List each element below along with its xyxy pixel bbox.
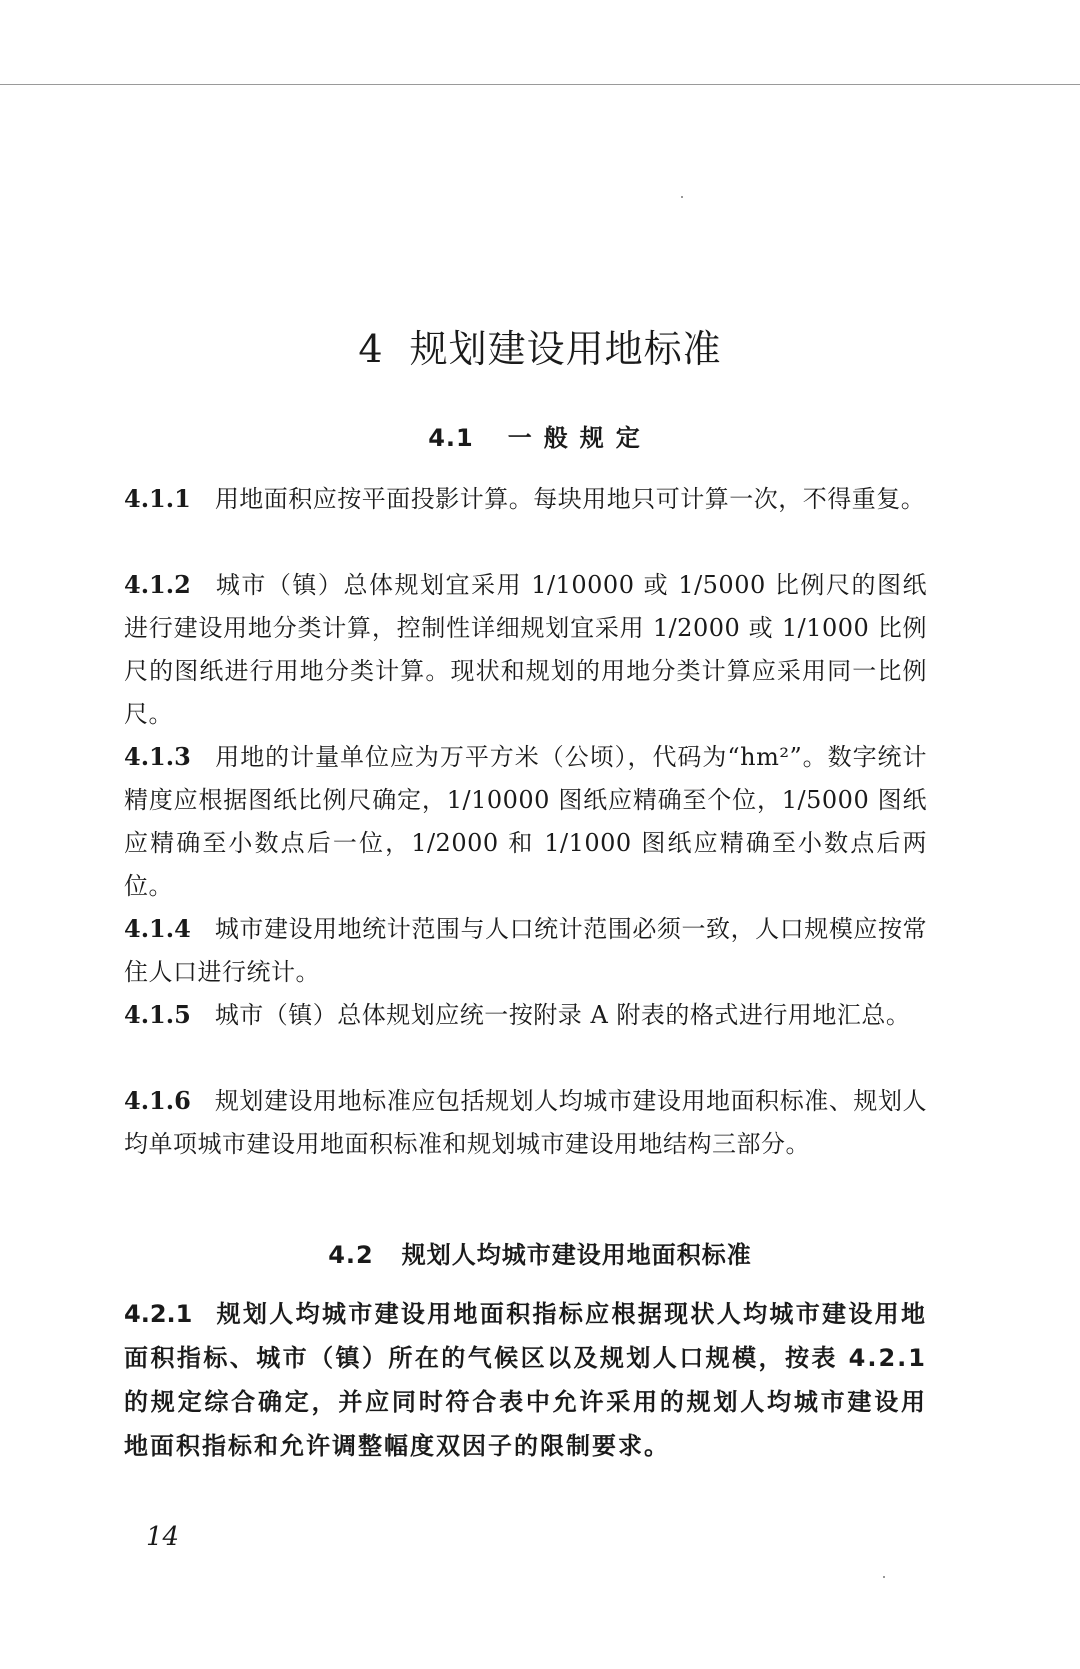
clause-number: 4.2.1 [124,1300,193,1328]
section-title-text: 一般规定 [507,424,652,452]
chapter-title [0,318,1080,373]
page-number: 14 [146,1522,180,1552]
section-title-text: 规划人均城市建设用地面积标准 [401,1241,752,1269]
clause-4-1-4 [124,907,927,994]
clause-text: 用地面积应按平面投影计算。每块用地只可计算一次，不得重复。 [214,485,926,513]
section-heading-4-1 [0,418,1080,453]
clause-text: 城市（镇）总体规划应统一按附录 A 附表的格式进行用地汇总。 [214,1001,911,1029]
clause-text: 城市建设用地统计范围与人口统计范围必须一致，人口规模应按常住人口进行统计。 [124,915,927,986]
clause-number: 4.1.5 [124,1000,191,1029]
clause-4-1-3 [124,735,927,908]
clause-number: 4.1.2 [124,570,191,599]
clause-4-1-5 [124,993,927,1037]
clause-text: 城市（镇）总体规划宜采用 1/10000 或 1/5000 比例尺的图纸进行建设用地分类计算，控制性详细规划宜采用 1/2000 或 1/1000 比例尺的图纸进行用地分类计算。现状和规划的用地分类计算应采用同一比例尺。 [124,571,927,728]
clause-number: 4.1.4 [124,914,191,943]
clause-number: 4.1.6 [124,1086,191,1115]
clause-4-1-6 [124,1079,927,1166]
chapter-number: 4 [358,327,384,371]
scan-speck [883,1576,885,1578]
top-rule [0,84,1080,85]
section-number: 4.2 [328,1241,374,1269]
clause-number: 4.1.1 [124,484,191,513]
clause-4-1-2 [124,563,927,736]
clause-text: 规划人均城市建设用地面积指标应根据现状人均城市建设用地面积指标、城市（镇）所在的气候区以及规划人口规模，按表 4.2.1 的规定综合确定，并应同时符合表中允许采用的规划人均城市建设用地面积指标和允许调整幅度双因子的限制要求。 [124,1300,927,1460]
clause-text: 用地的计量单位应为万平方米（公顷），代码为“hm²”。数字统计精度应根据图纸比例尺确定，1/10000 图纸应精确至个位，1/5000 图纸应精确至小数点后一位，1/2000 和 1/1000 图纸应精确至小数点后两位。 [124,743,927,900]
clause-number: 4.1.3 [124,742,191,771]
section-heading-4-2 [0,1235,1080,1270]
scan-speck [681,196,683,198]
clause-4-1-1 [124,477,927,521]
section-number: 4.1 [428,424,474,452]
clause-text: 规划建设用地标准应包括规划人均城市建设用地面积标准、规划人均单项城市建设用地面积标准和规划城市建设用地结构三部分。 [124,1087,927,1158]
clause-4-2-1 [124,1292,927,1468]
chapter-title-text: 规划建设用地标准 [409,327,722,371]
